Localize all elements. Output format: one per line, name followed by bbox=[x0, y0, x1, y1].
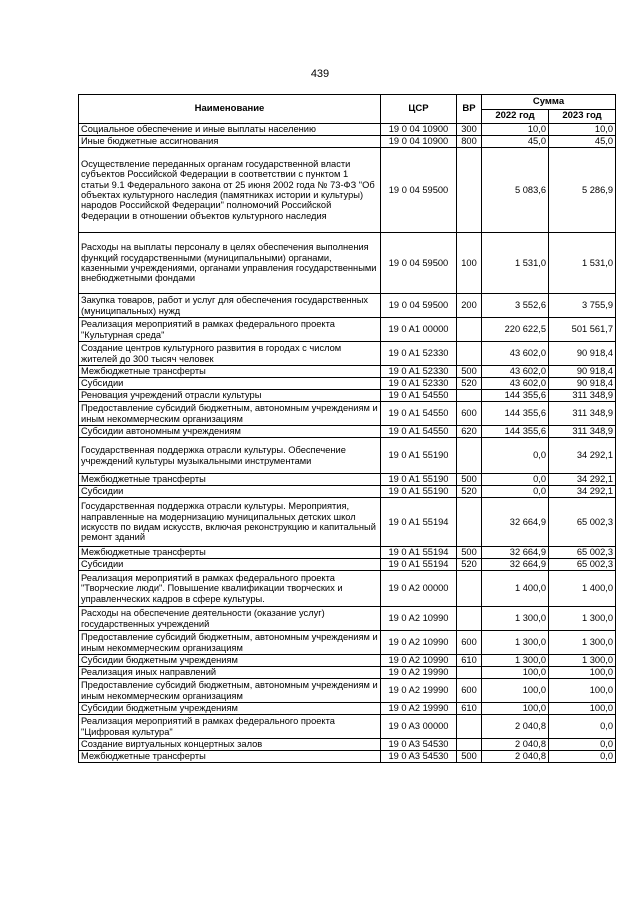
row-csr: 19 0 A1 00000 bbox=[381, 318, 457, 342]
row-sum-2023: 65 002,3 bbox=[549, 559, 616, 571]
table-row bbox=[79, 426, 616, 438]
row-csr: 19 0 A1 55190 bbox=[381, 486, 457, 498]
row-sum-2023: 34 292,1 bbox=[549, 474, 616, 486]
row-sum-2022: 0,0 bbox=[482, 438, 549, 474]
row-sum-2022: 100,0 bbox=[482, 667, 549, 679]
row-vr bbox=[457, 498, 482, 547]
row-sum-2023: 65 002,3 bbox=[549, 498, 616, 547]
row-name: Субсидии bbox=[79, 486, 381, 498]
row-sum-2023: 0,0 bbox=[549, 751, 616, 763]
row-vr bbox=[457, 739, 482, 751]
row-vr: 300 bbox=[457, 124, 482, 136]
table-row bbox=[79, 715, 616, 739]
header-year-2022: 2022 год bbox=[482, 110, 549, 124]
table-row bbox=[79, 342, 616, 366]
row-sum-2023: 311 348,9 bbox=[549, 402, 616, 426]
row-sum-2022: 1 400,0 bbox=[482, 571, 549, 607]
row-sum-2023: 10,0 bbox=[549, 124, 616, 136]
row-csr: 19 0 A1 52330 bbox=[381, 366, 457, 378]
table-row bbox=[79, 378, 616, 390]
table-row bbox=[79, 751, 616, 763]
row-vr: 520 bbox=[457, 486, 482, 498]
row-sum-2022: 32 664,9 bbox=[482, 547, 549, 559]
row-vr: 520 bbox=[457, 559, 482, 571]
row-name: Создание центров культурного развития в городах с числом жителей до 300 тысяч человек bbox=[79, 342, 381, 366]
row-csr: 19 0 04 59500 bbox=[381, 233, 457, 294]
row-csr: 19 0 A1 55194 bbox=[381, 559, 457, 571]
table-row bbox=[79, 739, 616, 751]
row-sum-2022: 43 602,0 bbox=[482, 378, 549, 390]
row-csr: 19 0 A1 52330 bbox=[381, 378, 457, 390]
row-sum-2023: 1 300,0 bbox=[549, 607, 616, 631]
row-sum-2022: 43 602,0 bbox=[482, 342, 549, 366]
row-sum-2023: 311 348,9 bbox=[549, 426, 616, 438]
row-sum-2022: 45,0 bbox=[482, 136, 549, 148]
row-sum-2022: 144 355,6 bbox=[482, 390, 549, 402]
row-sum-2023: 3 755,9 bbox=[549, 294, 616, 318]
row-csr: 19 0 A2 10990 bbox=[381, 607, 457, 631]
table-row bbox=[79, 148, 616, 233]
row-csr: 19 0 A2 19990 bbox=[381, 703, 457, 715]
row-vr bbox=[457, 571, 482, 607]
row-vr bbox=[457, 148, 482, 233]
row-sum-2023: 100,0 bbox=[549, 679, 616, 703]
row-name: Государственная поддержка отрасли культуры. Обеспечение учреждений культуры музыкальными инструментами bbox=[79, 438, 381, 474]
row-csr: 19 0 A1 54550 bbox=[381, 426, 457, 438]
budget-table bbox=[78, 94, 616, 763]
table-body bbox=[79, 124, 616, 763]
table-row bbox=[79, 233, 616, 294]
row-vr: 600 bbox=[457, 402, 482, 426]
table-row bbox=[79, 571, 616, 607]
row-sum-2023: 34 292,1 bbox=[549, 438, 616, 474]
row-csr: 19 0 04 59500 bbox=[381, 148, 457, 233]
row-name: Расходы на выплаты персоналу в целях обеспечения выполнения функций государственными (муниципальными) органами, казенными учреждениями, органами управления государственными внебюджетными фондами bbox=[79, 233, 381, 294]
row-vr: 500 bbox=[457, 366, 482, 378]
row-csr: 19 0 A1 52330 bbox=[381, 342, 457, 366]
row-name: Предоставление субсидий бюджетным, автономным учреждениям и иным некоммерческим организациям bbox=[79, 631, 381, 655]
row-sum-2022: 32 664,9 bbox=[482, 559, 549, 571]
row-csr: 19 0 A2 10990 bbox=[381, 631, 457, 655]
row-name: Субсидии бюджетным учреждениям bbox=[79, 655, 381, 667]
table-row bbox=[79, 607, 616, 631]
row-sum-2022: 100,0 bbox=[482, 679, 549, 703]
table-row bbox=[79, 438, 616, 474]
row-vr bbox=[457, 667, 482, 679]
row-vr: 100 bbox=[457, 233, 482, 294]
row-sum-2022: 3 552,6 bbox=[482, 294, 549, 318]
row-sum-2023: 0,0 bbox=[549, 715, 616, 739]
row-sum-2023: 1 300,0 bbox=[549, 655, 616, 667]
row-sum-2023: 100,0 bbox=[549, 703, 616, 715]
row-sum-2023: 501 561,7 bbox=[549, 318, 616, 342]
row-sum-2022: 2 040,8 bbox=[482, 751, 549, 763]
row-vr bbox=[457, 318, 482, 342]
row-vr bbox=[457, 715, 482, 739]
row-sum-2022: 144 355,6 bbox=[482, 402, 549, 426]
row-name: Закупка товаров, работ и услуг для обеспечения государственных (муниципальных) нужд bbox=[79, 294, 381, 318]
header-sum: Сумма bbox=[482, 95, 616, 110]
row-sum-2022: 1 300,0 bbox=[482, 607, 549, 631]
row-csr: 19 0 A1 54550 bbox=[381, 390, 457, 402]
row-sum-2023: 0,0 bbox=[549, 739, 616, 751]
row-csr: 19 0 A1 55190 bbox=[381, 474, 457, 486]
row-sum-2023: 5 286,9 bbox=[549, 148, 616, 233]
row-name: Субсидии bbox=[79, 378, 381, 390]
row-vr: 600 bbox=[457, 631, 482, 655]
row-name: Социальное обеспечение и иные выплаты населению bbox=[79, 124, 381, 136]
row-vr: 610 bbox=[457, 703, 482, 715]
row-vr: 500 bbox=[457, 751, 482, 763]
row-name: Субсидии бюджетным учреждениям bbox=[79, 703, 381, 715]
table-row bbox=[79, 498, 616, 547]
table-row bbox=[79, 390, 616, 402]
row-name: Межбюджетные трансферты bbox=[79, 547, 381, 559]
row-name: Межбюджетные трансферты bbox=[79, 366, 381, 378]
row-csr: 19 0 A1 55194 bbox=[381, 498, 457, 547]
table-row bbox=[79, 402, 616, 426]
row-vr: 500 bbox=[457, 474, 482, 486]
row-vr bbox=[457, 438, 482, 474]
row-sum-2022: 43 602,0 bbox=[482, 366, 549, 378]
row-name: Создание виртуальных концертных залов bbox=[79, 739, 381, 751]
table-row bbox=[79, 631, 616, 655]
row-name: Межбюджетные трансферты bbox=[79, 751, 381, 763]
row-vr: 520 bbox=[457, 378, 482, 390]
row-name: Иные бюджетные ассигнования bbox=[79, 136, 381, 148]
row-sum-2022: 1 300,0 bbox=[482, 631, 549, 655]
row-sum-2023: 1 531,0 bbox=[549, 233, 616, 294]
row-csr: 19 0 A3 00000 bbox=[381, 715, 457, 739]
header-year-2023: 2023 год bbox=[549, 110, 616, 124]
table-row bbox=[79, 474, 616, 486]
row-sum-2022: 100,0 bbox=[482, 703, 549, 715]
table-row bbox=[79, 136, 616, 148]
row-sum-2023: 90 918,4 bbox=[549, 366, 616, 378]
row-sum-2022: 1 300,0 bbox=[482, 655, 549, 667]
table-row bbox=[79, 559, 616, 571]
row-name: Межбюджетные трансферты bbox=[79, 474, 381, 486]
row-name: Реновация учреждений отрасли культуры bbox=[79, 390, 381, 402]
table-row bbox=[79, 679, 616, 703]
row-csr: 19 0 A1 55194 bbox=[381, 547, 457, 559]
row-csr: 19 0 A2 00000 bbox=[381, 571, 457, 607]
row-name: Расходы на обеспечение деятельности (оказание услуг) государственных учреждений bbox=[79, 607, 381, 631]
row-sum-2022: 0,0 bbox=[482, 474, 549, 486]
table-row bbox=[79, 294, 616, 318]
table-row bbox=[79, 318, 616, 342]
row-csr: 19 0 A2 19990 bbox=[381, 667, 457, 679]
table-row bbox=[79, 703, 616, 715]
row-vr: 500 bbox=[457, 547, 482, 559]
row-sum-2022: 1 531,0 bbox=[482, 233, 549, 294]
row-name: Реализация мероприятий в рамках федерального проекта "Культурная среда" bbox=[79, 318, 381, 342]
row-csr: 19 0 A3 54530 bbox=[381, 739, 457, 751]
row-vr bbox=[457, 342, 482, 366]
row-vr bbox=[457, 607, 482, 631]
row-csr: 19 0 A3 54530 bbox=[381, 751, 457, 763]
row-sum-2022: 5 083,6 bbox=[482, 148, 549, 233]
table-row bbox=[79, 366, 616, 378]
row-sum-2023: 1 300,0 bbox=[549, 631, 616, 655]
row-sum-2022: 10,0 bbox=[482, 124, 549, 136]
table-row bbox=[79, 547, 616, 559]
row-vr bbox=[457, 390, 482, 402]
row-csr: 19 0 A2 10990 bbox=[381, 655, 457, 667]
row-csr: 19 0 A2 19990 bbox=[381, 679, 457, 703]
row-vr: 610 bbox=[457, 655, 482, 667]
row-sum-2023: 90 918,4 bbox=[549, 378, 616, 390]
table-row bbox=[79, 655, 616, 667]
table-row bbox=[79, 486, 616, 498]
row-vr: 620 bbox=[457, 426, 482, 438]
header-vr: ВР bbox=[457, 95, 482, 124]
row-sum-2022: 0,0 bbox=[482, 486, 549, 498]
row-sum-2023: 45,0 bbox=[549, 136, 616, 148]
row-sum-2023: 65 002,3 bbox=[549, 547, 616, 559]
row-name: Предоставление субсидий бюджетным, автономным учреждениям и иным некоммерческим организациям bbox=[79, 402, 381, 426]
row-name: Реализация мероприятий в рамках федерального проекта "Творческие люди". Повышение квалификации творческих и управленческих кадров в сфере культуры. bbox=[79, 571, 381, 607]
header-csr: ЦСР bbox=[381, 95, 457, 124]
row-name: Реализация иных направлений bbox=[79, 667, 381, 679]
row-vr: 200 bbox=[457, 294, 482, 318]
row-csr: 19 0 04 10900 bbox=[381, 124, 457, 136]
row-sum-2023: 311 348,9 bbox=[549, 390, 616, 402]
page-number: 439 bbox=[310, 68, 330, 80]
row-sum-2022: 220 622,5 bbox=[482, 318, 549, 342]
row-csr: 19 0 04 10900 bbox=[381, 136, 457, 148]
row-name: Государственная поддержка отрасли культуры. Мероприятия, направленные на модернизацию муниципальных детских школ искусств по видам искусств, включая реконструкцию и капитальный ремонт зданий bbox=[79, 498, 381, 547]
row-csr: 19 0 04 59500 bbox=[381, 294, 457, 318]
row-name: Реализация мероприятий в рамках федерального проекта "Цифровая культура" bbox=[79, 715, 381, 739]
row-sum-2022: 2 040,8 bbox=[482, 739, 549, 751]
row-name: Субсидии bbox=[79, 559, 381, 571]
table-row bbox=[79, 667, 616, 679]
row-name: Осуществление переданных органам государственной власти субъектов Российской Федерации в соответствии с пунктом 1 статьи 9.1 Федерального закона от 25 июня 2002 года № 73-ФЗ "Об объектах культурного наследия (памятниках истории и культуры) народов Российской Федерации" полномочий Российской Федерации в отношении объектов культурного наследия bbox=[79, 148, 381, 233]
row-name: Субсидии автономным учреждениям bbox=[79, 426, 381, 438]
row-sum-2022: 32 664,9 bbox=[482, 498, 549, 547]
header-name: Наименование bbox=[79, 95, 381, 124]
row-vr: 800 bbox=[457, 136, 482, 148]
row-sum-2023: 100,0 bbox=[549, 667, 616, 679]
row-sum-2023: 1 400,0 bbox=[549, 571, 616, 607]
table-row bbox=[79, 124, 616, 136]
row-vr: 600 bbox=[457, 679, 482, 703]
row-sum-2023: 90 918,4 bbox=[549, 342, 616, 366]
row-name: Предоставление субсидий бюджетным, автономным учреждениям и иным некоммерческим организациям bbox=[79, 679, 381, 703]
row-sum-2022: 2 040,8 bbox=[482, 715, 549, 739]
row-csr: 19 0 A1 55190 bbox=[381, 438, 457, 474]
row-csr: 19 0 A1 54550 bbox=[381, 402, 457, 426]
row-sum-2023: 34 292,1 bbox=[549, 486, 616, 498]
row-sum-2022: 144 355,6 bbox=[482, 426, 549, 438]
